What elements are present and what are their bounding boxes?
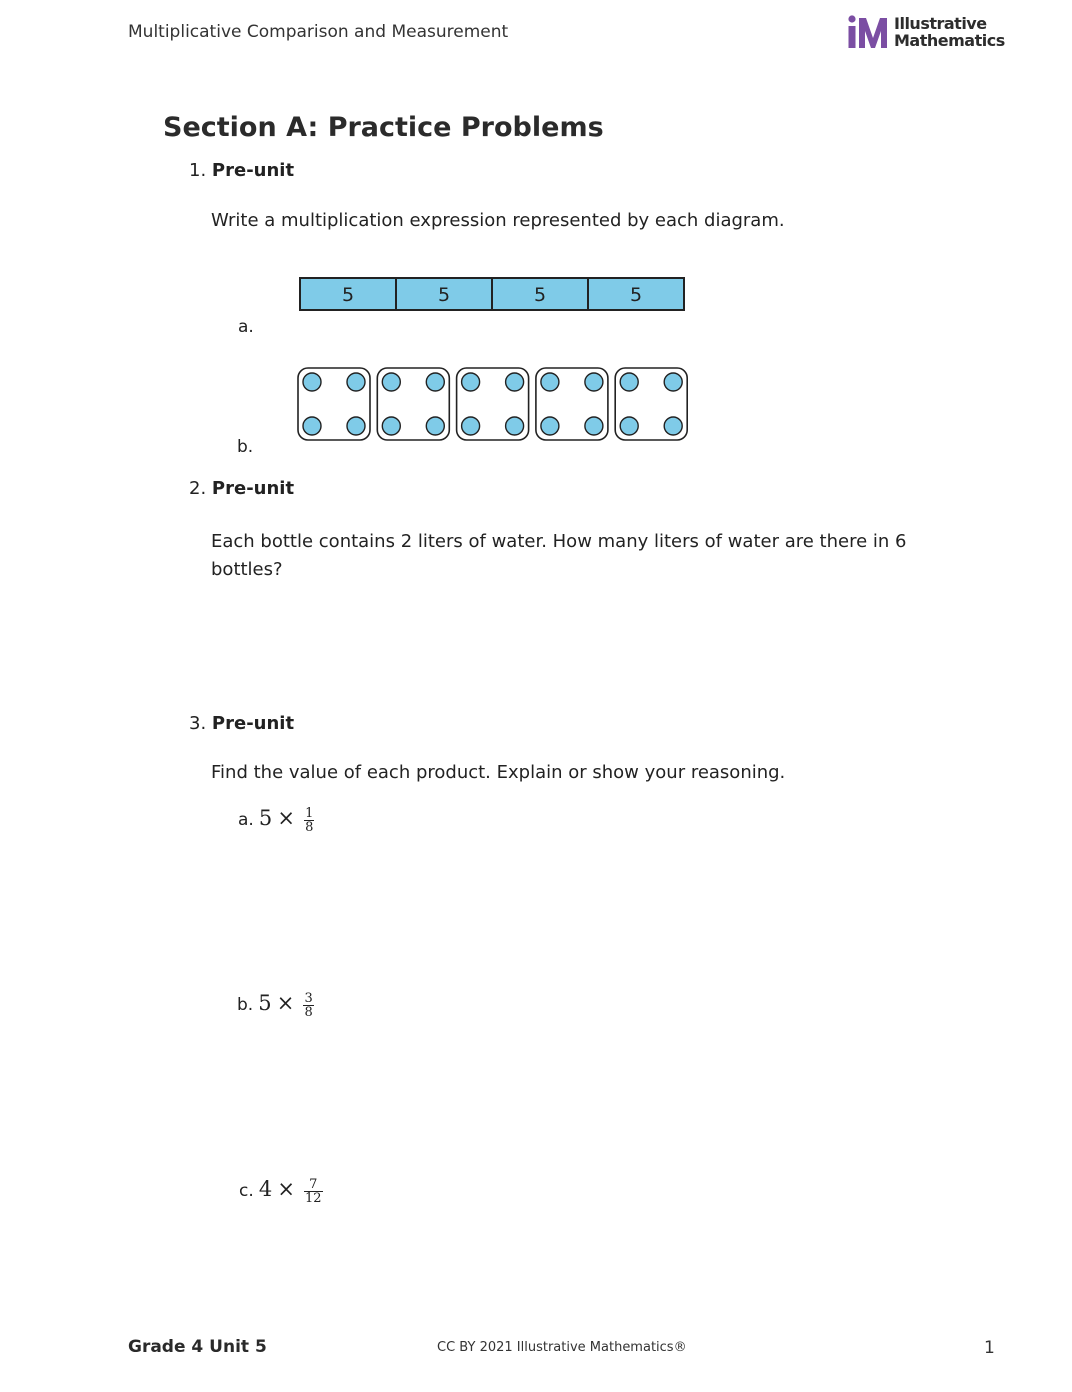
- tape-segment-value: 5: [437, 284, 451, 306]
- problem-3-label: Pre-unit: [211, 713, 295, 734]
- problem-2-prompt: Each bottle contains 2 liters of water. How many liters of water are there in 6 bottles?: [211, 531, 907, 580]
- logo-text-line2: Mathematics: [894, 31, 1005, 50]
- fraction-denominator: 8: [304, 1005, 313, 1020]
- dot: [620, 417, 638, 435]
- dot: [462, 417, 480, 435]
- problem-1-prompt: Write a multiplication expression represented by each diagram.: [211, 210, 785, 231]
- problem-3b-fraction: [303, 992, 313, 1019]
- fraction-numerator: 3: [304, 991, 313, 1006]
- problem-3b: [237, 991, 314, 1019]
- problem-1b-letter: b.: [237, 437, 254, 457]
- problem-3c-whole: 4: [258, 1177, 273, 1201]
- dot: [585, 417, 603, 435]
- tape-segment-value: 5: [341, 284, 355, 306]
- times-symbol: ×: [277, 1177, 295, 1201]
- dot: [664, 373, 682, 391]
- dot: [347, 417, 365, 435]
- section-title: Section A: Practice Problems: [163, 112, 604, 143]
- problem-1-label: Pre-unit: [211, 160, 295, 181]
- problem-3a-fraction: [304, 807, 314, 834]
- problem-3-heading: [189, 713, 294, 734]
- dot: [664, 417, 682, 435]
- dot: [462, 373, 480, 391]
- problem-3b-letter: b.: [237, 995, 254, 1015]
- dot: [382, 417, 400, 435]
- problem-3c-letter: c.: [239, 1181, 254, 1201]
- problem-3b-whole: 5: [258, 991, 272, 1015]
- footer-license: CC BY 2021 Illustrative Mathematics®: [437, 1340, 687, 1355]
- dot: [541, 417, 559, 435]
- fraction-denominator: 8: [305, 820, 314, 835]
- problem-3a: [238, 806, 314, 834]
- page-number: 1: [984, 1338, 995, 1358]
- problem-3a-whole: 5: [258, 806, 273, 830]
- problem-2-heading: [189, 478, 294, 499]
- dot: [426, 373, 444, 391]
- dot: [303, 373, 321, 391]
- problem-1-heading: [189, 160, 294, 181]
- problem-2-number: 2.: [189, 478, 207, 499]
- problem-3-prompt: Find the value of each product. Explain or show your reasoning.: [211, 762, 786, 783]
- dot-groups-diagram: [296, 366, 690, 442]
- dot: [426, 417, 444, 435]
- problem-3c: [239, 1177, 323, 1205]
- dot: [541, 373, 559, 391]
- times-symbol: ×: [277, 806, 295, 830]
- problem-1a-letter: a.: [238, 317, 254, 337]
- dot: [506, 373, 524, 391]
- dot: [347, 373, 365, 391]
- logo-text-line1: Illustrative: [894, 14, 987, 33]
- im-logo-icon: [846, 14, 892, 52]
- problem-3-number: 3.: [189, 713, 207, 734]
- problem-3a-letter: a.: [238, 810, 254, 830]
- dot: [585, 373, 603, 391]
- tape-diagram: [298, 276, 688, 312]
- problem-1-number: 1.: [189, 160, 207, 181]
- dot: [382, 373, 400, 391]
- times-symbol: ×: [276, 991, 295, 1015]
- problem-2-label: Pre-unit: [211, 478, 295, 499]
- fraction-denominator: 12: [305, 1191, 322, 1206]
- problem-3c-fraction: [304, 1178, 323, 1205]
- dot: [506, 417, 524, 435]
- footer-grade-unit: Grade 4 Unit 5: [128, 1337, 267, 1357]
- illustrative-mathematics-logo: [846, 14, 1005, 52]
- header-title: Multiplicative Comparison and Measurement: [128, 22, 509, 42]
- dot: [303, 417, 321, 435]
- tape-segment-value: 5: [629, 284, 643, 306]
- tape-segment-value: 5: [533, 284, 547, 306]
- fraction-numerator: 7: [304, 1178, 323, 1192]
- dot: [620, 373, 638, 391]
- fraction-numerator: 1: [305, 806, 314, 821]
